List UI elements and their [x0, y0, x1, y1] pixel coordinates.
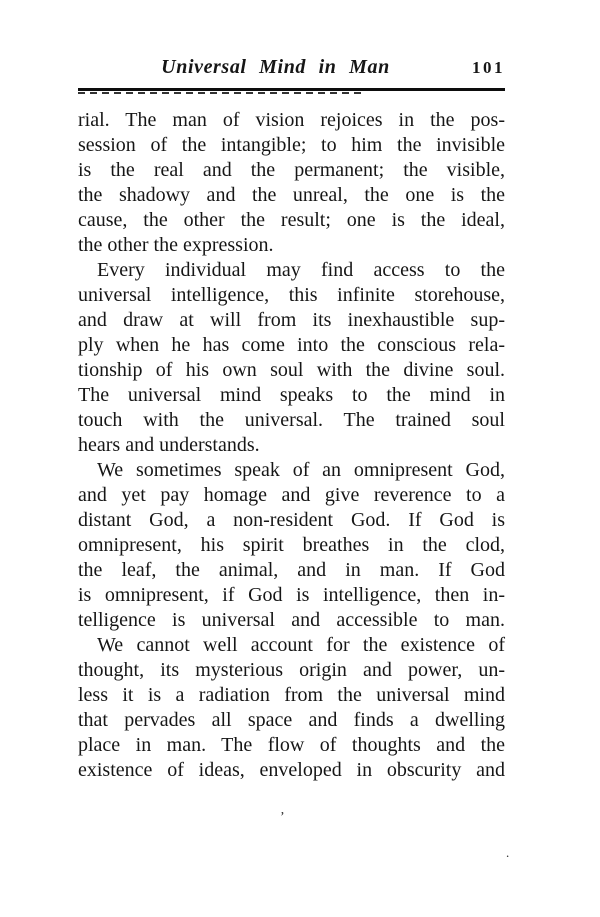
header-rule — [78, 88, 505, 91]
text-line: existence of ideas, enveloped in obscurity and — [78, 759, 505, 781]
text-line: hears and understands. — [78, 434, 260, 456]
text-line: telligence is universal and accessible to man. — [78, 609, 505, 631]
text-line: The universal mind speaks to the mind in — [78, 384, 505, 406]
text-line: is the real and the permanent; the visible, — [78, 159, 505, 181]
text-line: that pervades all space and finds a dwelling — [78, 709, 505, 731]
text-line: We sometimes speak of an omnipresent God, — [97, 459, 505, 481]
page-number: 101 — [472, 58, 505, 77]
text-line: omnipresent, his spirit breathes in the clod, — [78, 534, 505, 556]
text-line: and draw at will from its inexhaustible sup- — [78, 309, 505, 331]
header-rule-broken-fragment — [78, 92, 362, 94]
text-line: cause, the other the result; one is the ideal, — [78, 209, 505, 231]
text-line: place in man. The flow of thoughts and the — [78, 734, 505, 756]
text-line: We cannot well account for the existence of — [97, 634, 505, 656]
text-line: rial. The man of vision rejoices in the pos- — [78, 109, 505, 131]
text-line: ply when he has come into the conscious rela- — [78, 334, 505, 356]
text-line: less it is a radiation from the universal mind — [78, 684, 505, 706]
ink-speck-dot: . — [506, 845, 510, 860]
text-line: distant God, a non-resident God. If God is — [78, 509, 505, 531]
text-line: touch with the universal. The trained soul — [78, 409, 505, 431]
running-head — [78, 56, 505, 82]
text-line: tionship of his own soul with the divine soul. — [78, 359, 505, 381]
text-line: universal intelligence, this infinite storehouse, — [78, 284, 505, 306]
chapter-title: Universal Mind in Man — [161, 56, 390, 78]
text-line: session of the intangible; to him the invisible — [78, 134, 505, 156]
text-line: thought, its mysterious origin and power, un- — [78, 659, 505, 681]
text-line: the leaf, the animal, and in man. If God — [78, 559, 505, 581]
page-body — [78, 108, 505, 783]
text-line: and yet pay homage and give reverence to a — [78, 484, 505, 506]
ink-speck-apostrophe: ’ — [280, 810, 285, 825]
text-line: the shadowy and the unreal, the one is the — [78, 184, 505, 206]
text-line: the other the expression. — [78, 234, 274, 256]
text-line: Every individual may find access to the — [97, 259, 505, 281]
text-line: is omnipresent, if God is intelligence, then in- — [78, 584, 505, 606]
